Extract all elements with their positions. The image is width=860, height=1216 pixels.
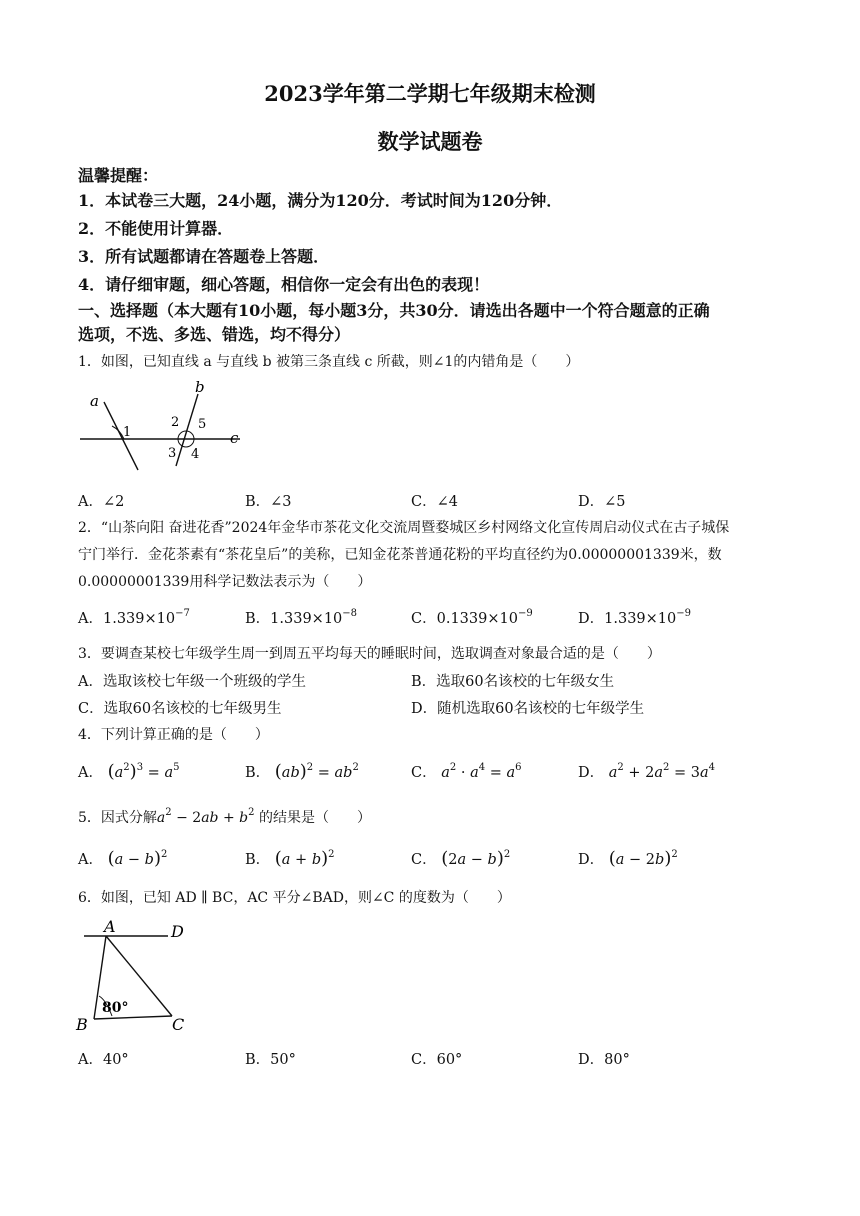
- q1-angle-4: 4: [191, 447, 200, 462]
- q5-option-c[interactable]: C． $(2a - b)^2$: [411, 848, 511, 869]
- notice-item: 2．不能使用计算器．: [78, 219, 234, 238]
- question-4-stem: 4．下列计算正确的是（ ）: [78, 727, 269, 743]
- q1-label-b: b: [195, 378, 205, 396]
- q5-option-d[interactable]: D． $(a - 2b)^2$: [578, 848, 678, 869]
- q1-angle-1: 1: [123, 425, 132, 440]
- q1-label-c: c: [230, 429, 239, 447]
- q1-option-c[interactable]: C．∠4: [411, 494, 458, 510]
- q6-label-c: C: [172, 1015, 185, 1034]
- notice-heading: 温馨提醒：: [78, 166, 159, 185]
- question-5-stem: 5．因式分解$a^2 - 2ab + b^2$ 的结果是（ ）: [78, 807, 371, 826]
- q6-option-c[interactable]: C．60°: [411, 1052, 463, 1068]
- question-2-stem-cont: 宁门举行．金花茶素有“茶花皇后”的美称，已知金花茶普通花粉的平均直径约为0.00000001339米，数: [78, 547, 722, 563]
- q1-angle-3: 3: [168, 446, 177, 461]
- q3-option-c[interactable]: C．选取60名该校的七年级男生: [78, 701, 282, 717]
- q6-label-d: D: [171, 922, 184, 941]
- q1-label-a: a: [90, 392, 99, 410]
- q1-option-a[interactable]: A．∠2: [78, 494, 125, 510]
- page-title: 2023学年第二学期七年级期末检测: [264, 81, 596, 106]
- question-2-stem-cont: 0.00000001339用科学记数法表示为（ ）: [78, 574, 372, 590]
- q1-option-d[interactable]: D．∠5: [578, 494, 626, 510]
- notice-item: 4．请仔细审题，细心答题，相信你一定会有出色的表现！: [78, 275, 490, 294]
- q1-angle-5: 5: [198, 417, 207, 432]
- q3-option-b[interactable]: B．选取60名该校的七年级女生: [411, 674, 615, 690]
- q2-option-b[interactable]: B．$1.339\times 10^{-8}$: [245, 608, 358, 627]
- q6-angle-label: 80°: [102, 1000, 129, 1016]
- notice-item: 3．所有试题都请在答题卷上答题．: [78, 247, 330, 266]
- question-6-stem: 6．如图，已知 AD ∥ BC，AC 平分∠BAD，则∠C 的度数为（ ）: [78, 890, 511, 906]
- section-heading: 一、选择题（本大题有10小题，每小题3分，共30分．请选出各题中一个符合题意的正确: [78, 301, 710, 320]
- q2-option-d[interactable]: D．$1.339\times 10^{-9}$: [578, 608, 692, 627]
- q4-option-a[interactable]: A． $(a^2)^3 = a^5$: [78, 761, 180, 782]
- q3-option-d[interactable]: D．随机选取60名该校的七年级学生: [411, 701, 645, 717]
- q1-figure: [80, 380, 250, 470]
- q4-option-c[interactable]: C． $a^2 \cdot a^4 = a^6$: [411, 762, 522, 781]
- q4-option-d[interactable]: D． $a^2 + 2a^2 = 3a^4$: [578, 762, 716, 781]
- q2-option-c[interactable]: C．$0.1339\times 10^{-9}$: [411, 608, 533, 627]
- notice-item: 1．本试卷三大题，24小题，满分为120分．考试时间为120分钟．: [78, 191, 563, 210]
- q2-option-a[interactable]: A．$1.339\times 10^{-7}$: [78, 608, 190, 627]
- q6-label-a: A: [104, 917, 116, 936]
- q4-option-b[interactable]: B． $(ab)^2 = ab^2$: [245, 761, 359, 782]
- page-subtitle: 数学试题卷: [377, 129, 483, 154]
- q1-option-b[interactable]: B．∠3: [245, 494, 292, 510]
- q1-angle-2: 2: [171, 415, 180, 430]
- question-1-stem: 1．如图，已知直线 a 与直线 b 被第三条直线 c 所截，则∠1的内错角是（ ）: [78, 354, 580, 370]
- q3-option-a[interactable]: A．选取该校七年级一个班级的学生: [78, 674, 306, 690]
- question-3-stem: 3．要调查某校七年级学生周一到周五平均每天的睡眠时间，选取调查对象最合适的是（ ）: [78, 646, 661, 662]
- q5-option-b[interactable]: B． $(a + b)^2$: [245, 848, 335, 869]
- question-2-stem: 2．“山茶向阳 奋进花香”2024年金华市茶花文化交流周暨婺城区乡村网络文化宣传周启动仪式在古子城保: [78, 520, 730, 536]
- q6-option-b[interactable]: B．50°: [245, 1052, 296, 1068]
- section-heading-cont: 选项，不选、多选、错选，均不得分）: [78, 325, 351, 344]
- q5-option-a[interactable]: A． $(a - b)^2$: [78, 848, 168, 869]
- q6-figure: [76, 916, 206, 1036]
- q6-option-a[interactable]: A．40°: [78, 1052, 129, 1068]
- q6-label-b: B: [76, 1015, 88, 1034]
- q6-option-d[interactable]: D．80°: [578, 1052, 630, 1068]
